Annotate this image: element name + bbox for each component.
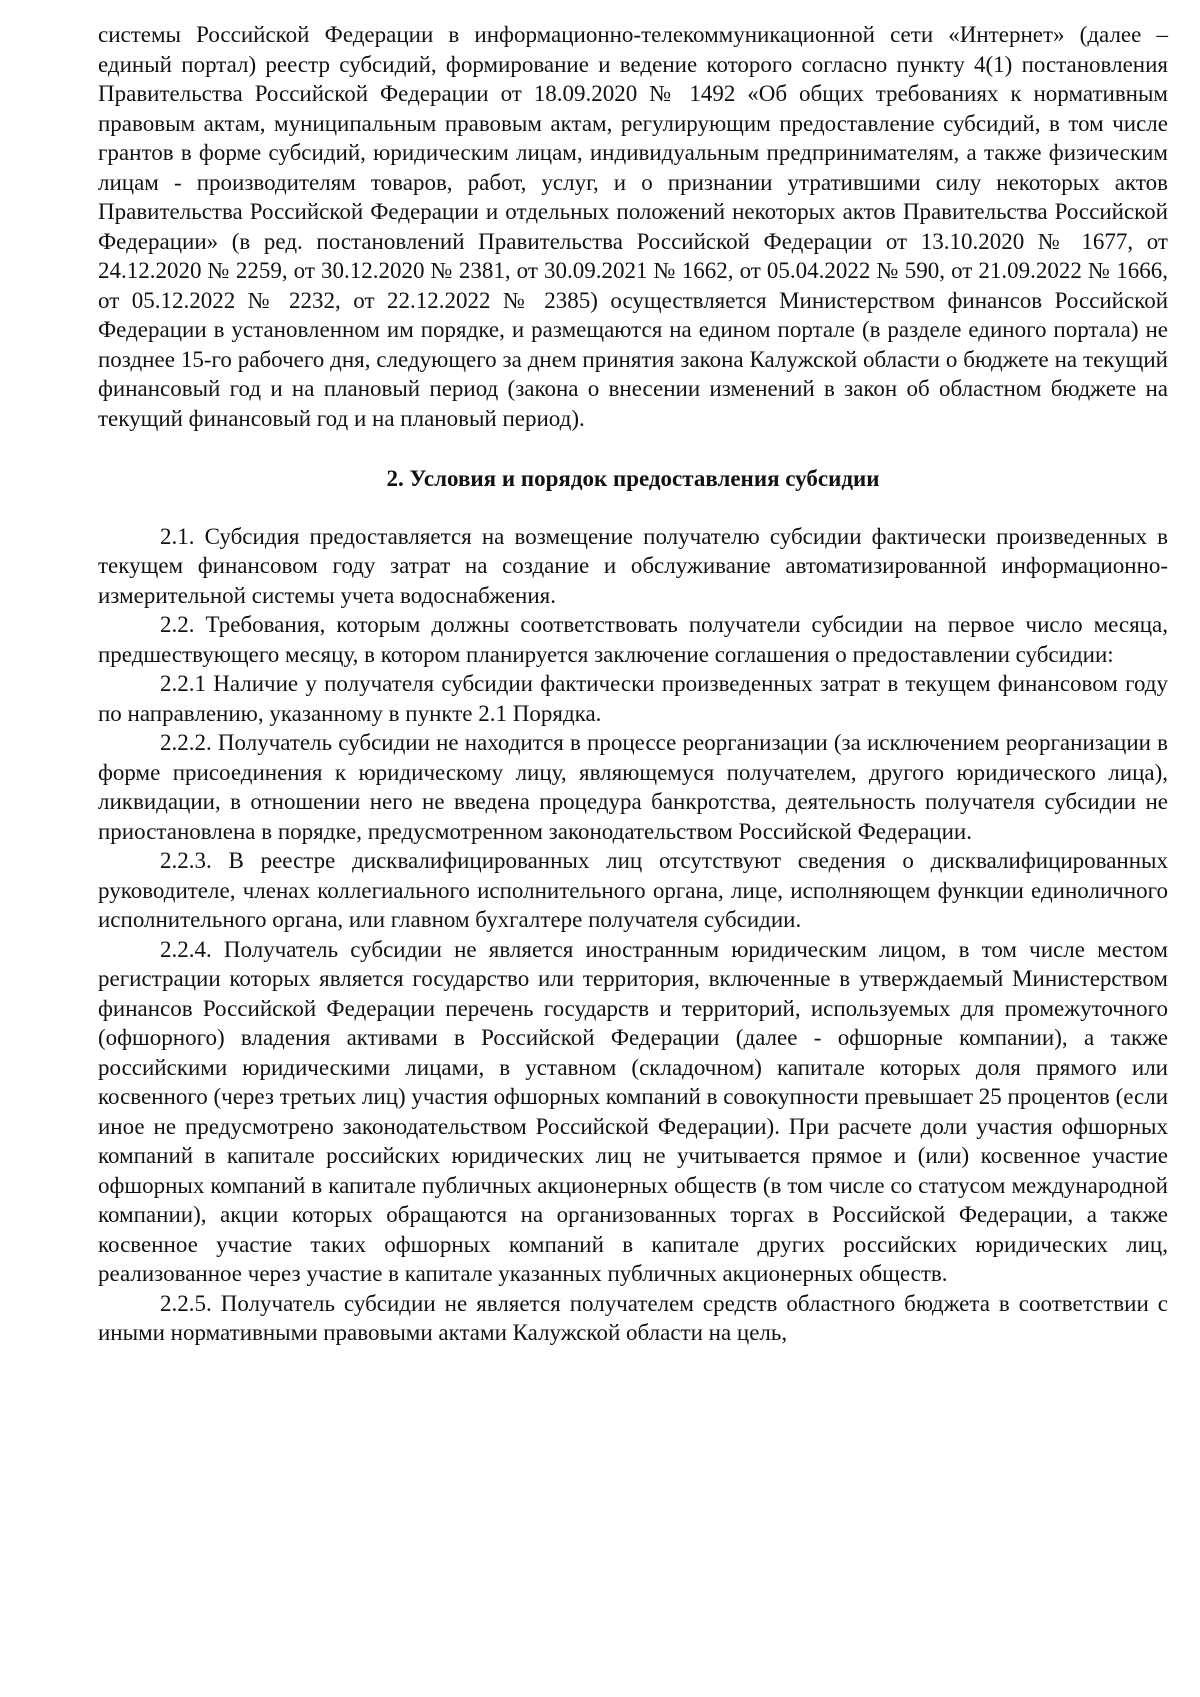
paragraph-2-2-3: 2.2.3. В реестре дисквалифицированных лиц отсутствуют сведения о дисквалифицированных руководителе, членах коллегиального исполнительного органа, лице, исполняющем функции единоличного исполнительного органа, или главном бухгалтере получателя субсидии. bbox=[98, 848, 1168, 932]
section-heading: 2. Условия и порядок предоставления субсидии bbox=[386, 466, 880, 491]
paragraph-2-2-5: 2.2.5. Получатель субсидии не является получателем средств областного бюджета в соответствии с иными нормативными правовыми актами Калужской области на цель, bbox=[98, 1290, 1168, 1345]
paragraph-2-2-1: 2.2.1 Наличие у получателя субсидии фактически произведенных затрат в текущем финансовом году по направлению, указанному в пункте 2.1 Порядка. bbox=[98, 671, 1168, 726]
intro-paragraph: системы Российской Федерации в информационно-телекоммуникационной сети «Интернет» (далее – единый портал) реестр субсидий, формирование и ведение которого согласно пункту 4(1) постановления Правительства Российской Федерации от 18.09.2020 № 1492 «Об общих требованиях к нормативным правовым актам, муниципальным правовым актам, регулирующим предоставление субсидий, в том числе грантов в форме субсидий, юридическим лицам, индивидуальным предпринимателям, а также физическим лицам - производителям товаров, работ, услуг, и о признании утратившими силу некоторых актов Правительства Российской Федерации и отдельных положений некоторых актов Правительства Российской Федерации» (в ред. постановлений Правительства Российской Федерации от 13.10.2020 № 1677, от 24.12.2020 № 2259, от 30.12.2020 № 2381, от 30.09.2021 № 1662, от 05.04.2022 № 590, от 21.09.2022 № 1666, от 05.12.2022 № 2232, от 22.12.2022 № 2385) осуществляется Министерством финансов Российской Федерации в установленном им порядке, и размещаются на едином портале (в разделе единого портала) не позднее 15-го рабочего дня, следующего за днем принятия закона Калужской области о бюджете на текущий финансовый год и на плановый период (закона о внесении изменений в закон об областном бюджете на текущий финансовый год и на плановый период). bbox=[98, 22, 1168, 431]
paragraph-2-2-4: 2.2.4. Получатель субсидии не является иностранным юридическим лицом, в том числе местом регистрации которых является государство или территория, включенные в утверждаемый Министерством финансов Российской Федерации перечень государств и территорий, используемых для промежуточного (офшорного) владения активами в Российской Федерации (далее - офшорные компании), а также российскими юридическими лицами, в уставном (складочном) капитале которых доля прямого или косвенного (через третьих лиц) участия офшорных компаний в совокупности превышает 25 процентов (если иное не предусмотрено законодательством Российской Федерации). При расчете доли участия офшорных компаний в капитале российских юридических лиц не учитывается прямое и (или) косвенное участие офшорных компаний в капитале публичных акционерных обществ (в том числе со статусом международной компании), акции которых обращаются на организованных торгах в Российской Федерации, а также косвенное участие таких офшорных компаний в капитале других российских юридических лиц, реализованное через участие в капитале указанных публичных акционерных обществ. bbox=[98, 936, 1168, 1286]
paragraph-2-1: 2.1. Субсидия предоставляется на возмещение получателю субсидии фактически произведенных в текущем финансовом году затрат на создание и обслуживание автоматизированной информационно-измерительной системы учета водоснабжения. bbox=[98, 523, 1168, 608]
paragraph-2-2: 2.2. Требования, которым должны соответствовать получатели субсидии на первое число месяца, предшествующего месяцу, в котором планируется заключение соглашения о предоставлении субсидии: bbox=[98, 612, 1168, 667]
paragraph-2-2-2: 2.2.2. Получатель субсидии не находится в процессе реорганизации (за исключением реорганизации в форме присоединения к юридическому лицу, являющемуся получателем, другого юридического лица), ликвидации, в отношении него не введена процедура банкротства, деятельность получателя субсидии не приостановлена в порядке, предусмотренном законодательством Российской Федерации. bbox=[98, 730, 1168, 844]
document-page bbox=[98, 20, 1168, 1348]
